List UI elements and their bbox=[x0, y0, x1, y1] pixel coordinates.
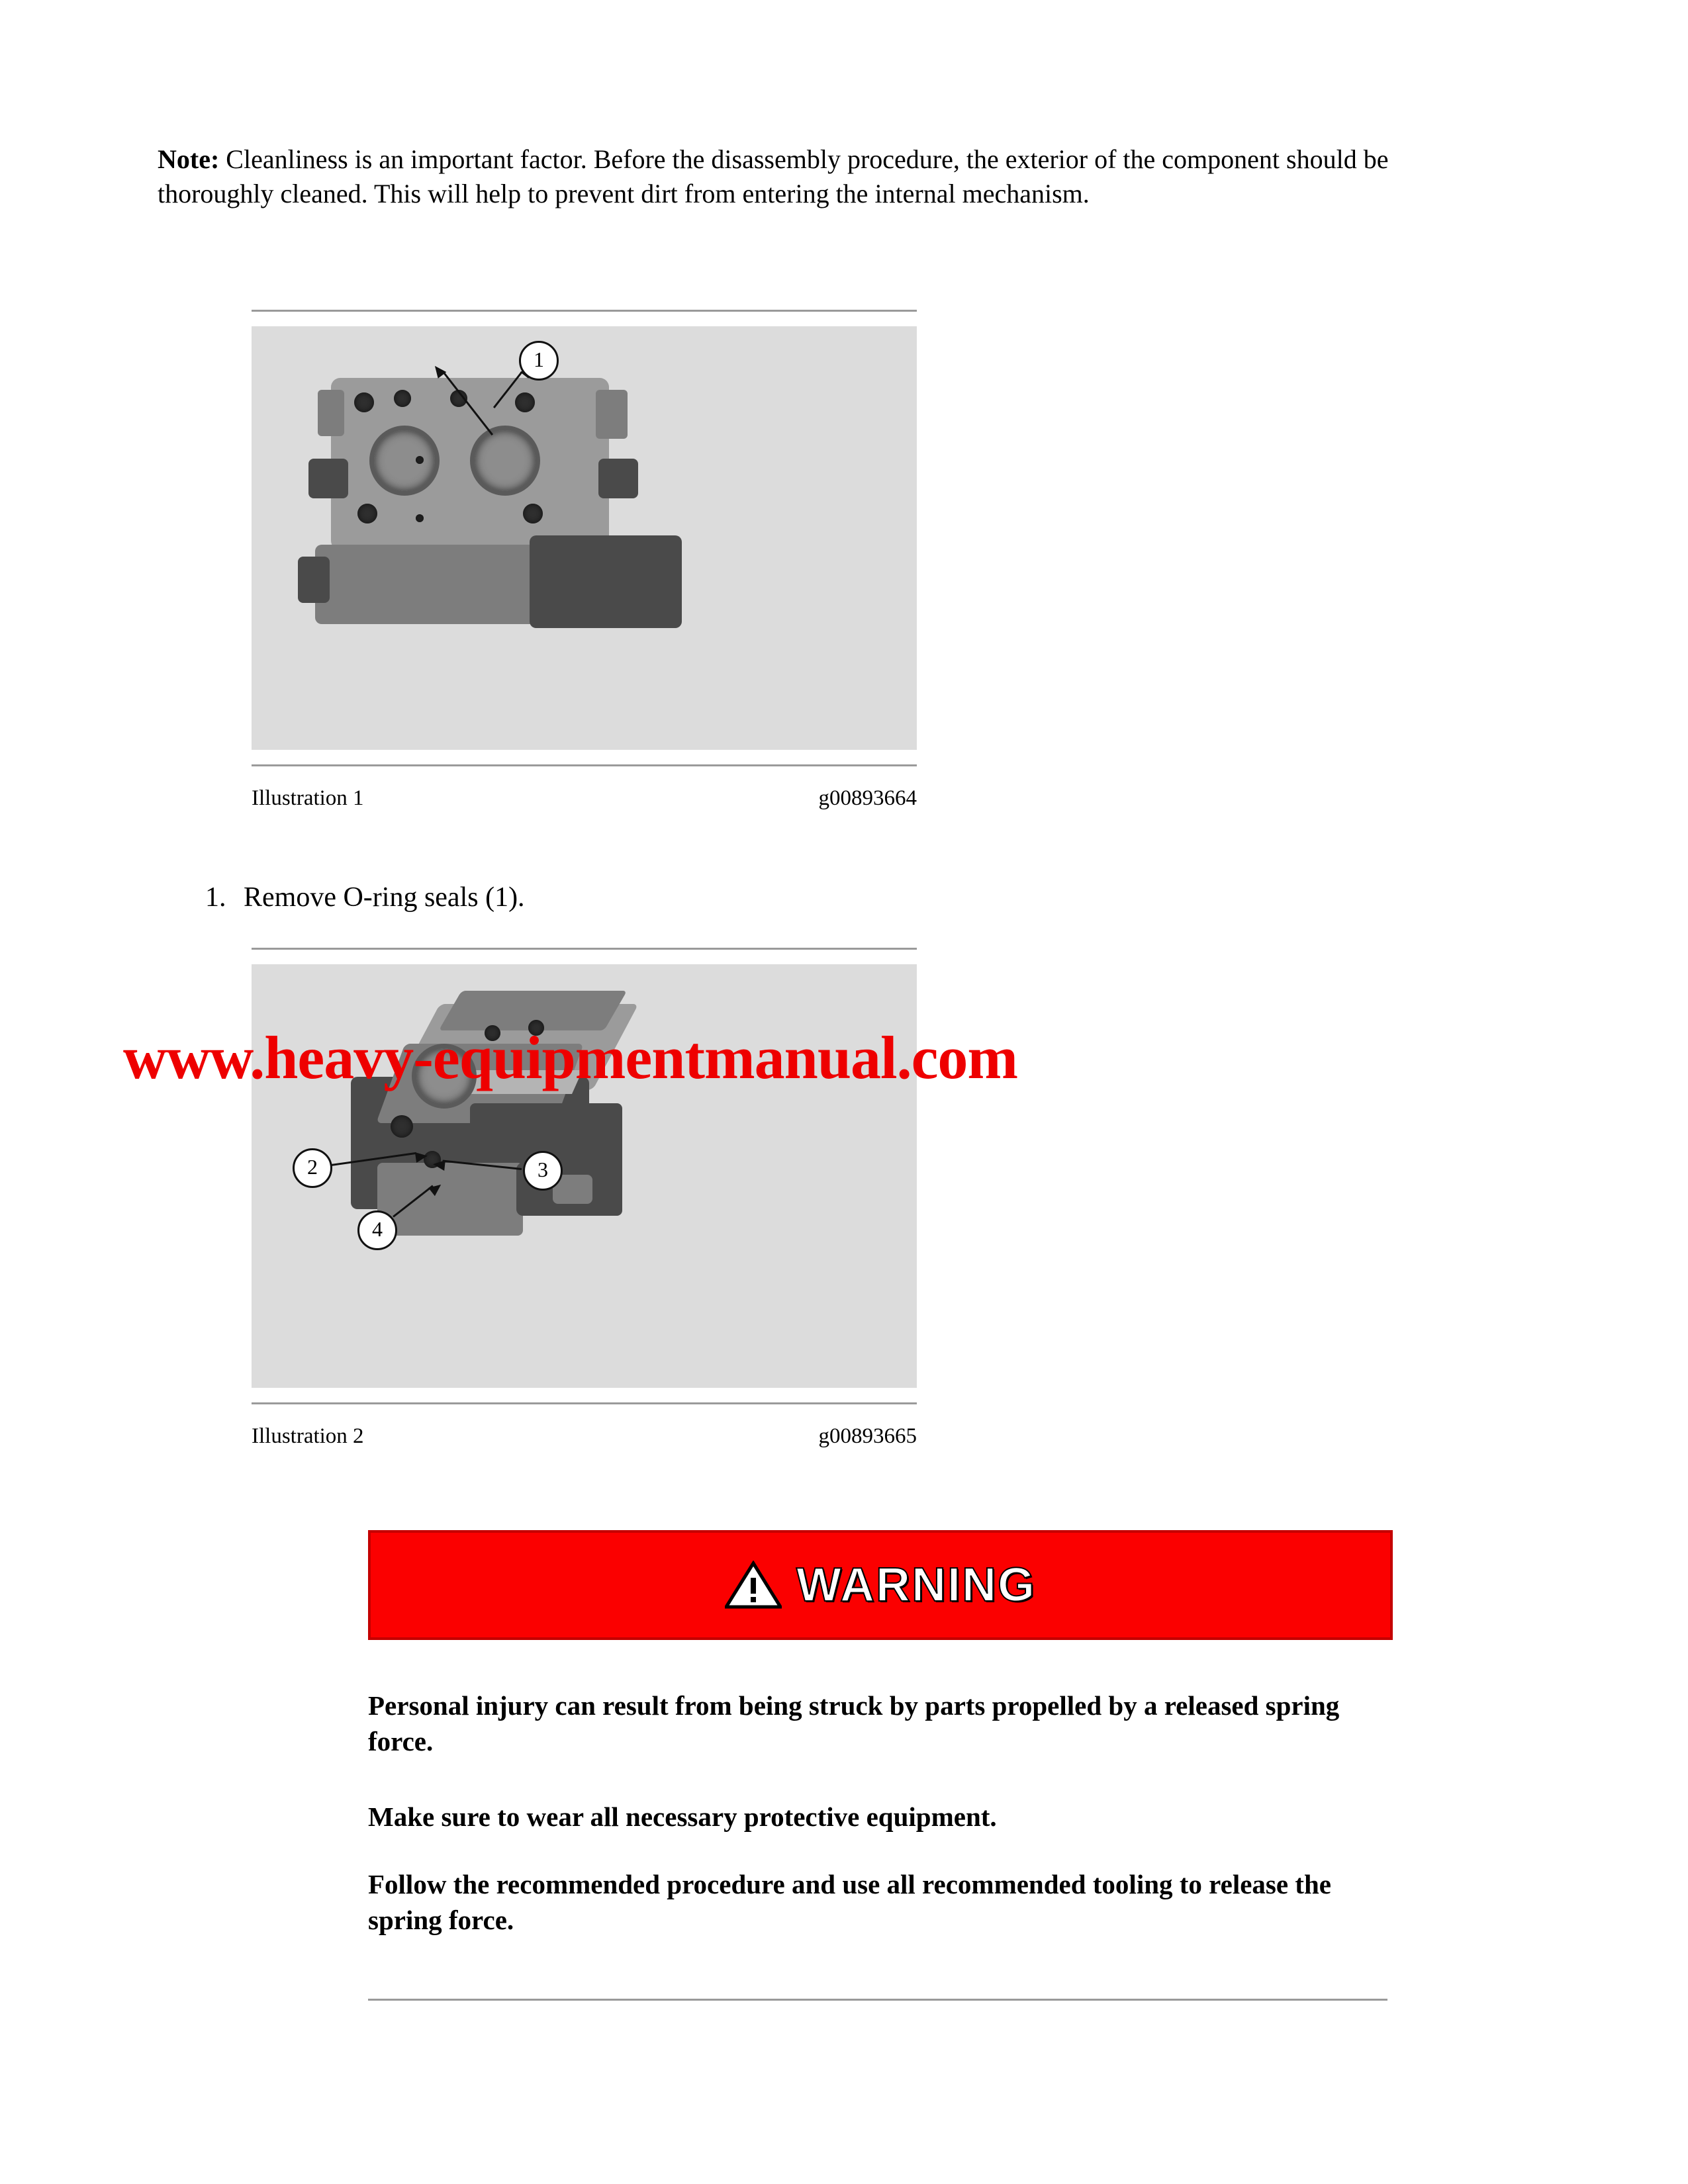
page-bottom-rule bbox=[368, 1999, 1387, 2001]
illustration-1-bottom-rule bbox=[252, 764, 917, 766]
illustration-1-top-rule bbox=[252, 310, 917, 312]
step-1-number: 1. bbox=[205, 882, 226, 913]
illustration-1-figure-id: g00893664 bbox=[818, 786, 917, 810]
illustration-1-callout-1: 1 bbox=[519, 341, 559, 381]
procedure-step-1 bbox=[205, 882, 1000, 913]
illustration-1-caption: Illustration 1 bbox=[252, 786, 364, 810]
warning-paragraph-3: Follow the recommended procedure and use all recommended tooling to release the spring force. bbox=[368, 1869, 1331, 1936]
warning-paragraph-1: Personal injury can result from being struck by parts propelled by a released spring force. bbox=[368, 1690, 1340, 1757]
step-1-text: Remove O-ring seals (1). bbox=[244, 882, 525, 913]
warning-paragraph-2: Make sure to wear all necessary protective equipment. bbox=[368, 1801, 997, 1832]
illustration-2-caption-row bbox=[252, 1424, 917, 1455]
illustration-2-caption: Illustration 2 bbox=[252, 1424, 364, 1448]
illustration-2-callout-4: 4 bbox=[357, 1210, 397, 1250]
illustration-1-photo bbox=[252, 326, 917, 750]
illustration-1-block bbox=[252, 310, 917, 817]
illustration-2-bottom-rule bbox=[252, 1402, 917, 1404]
illustration-2-figure-id: g00893665 bbox=[818, 1424, 917, 1448]
illustration-2-callout-2: 2 bbox=[293, 1148, 332, 1188]
warning-triangle-icon bbox=[725, 1561, 782, 1610]
illustration-2-callout-3: 3 bbox=[523, 1151, 563, 1191]
note-text: Cleanliness is an important factor. Before the disassembly procedure, the exterior of the component should be thoroughly cleaned. This will help to prevent dirt from entering the internal mechanism. bbox=[158, 144, 1389, 208]
note-label: Note: bbox=[158, 144, 220, 174]
note-paragraph bbox=[158, 142, 1425, 211]
watermark-text: www.heavy-equipmentmanual.com bbox=[123, 1024, 1018, 1091]
warning-banner-label: WARNING bbox=[796, 1559, 1036, 1612]
illustration-1-caption-row bbox=[252, 786, 917, 817]
warning-banner bbox=[368, 1530, 1393, 1640]
illustration-2-top-rule bbox=[252, 948, 917, 950]
